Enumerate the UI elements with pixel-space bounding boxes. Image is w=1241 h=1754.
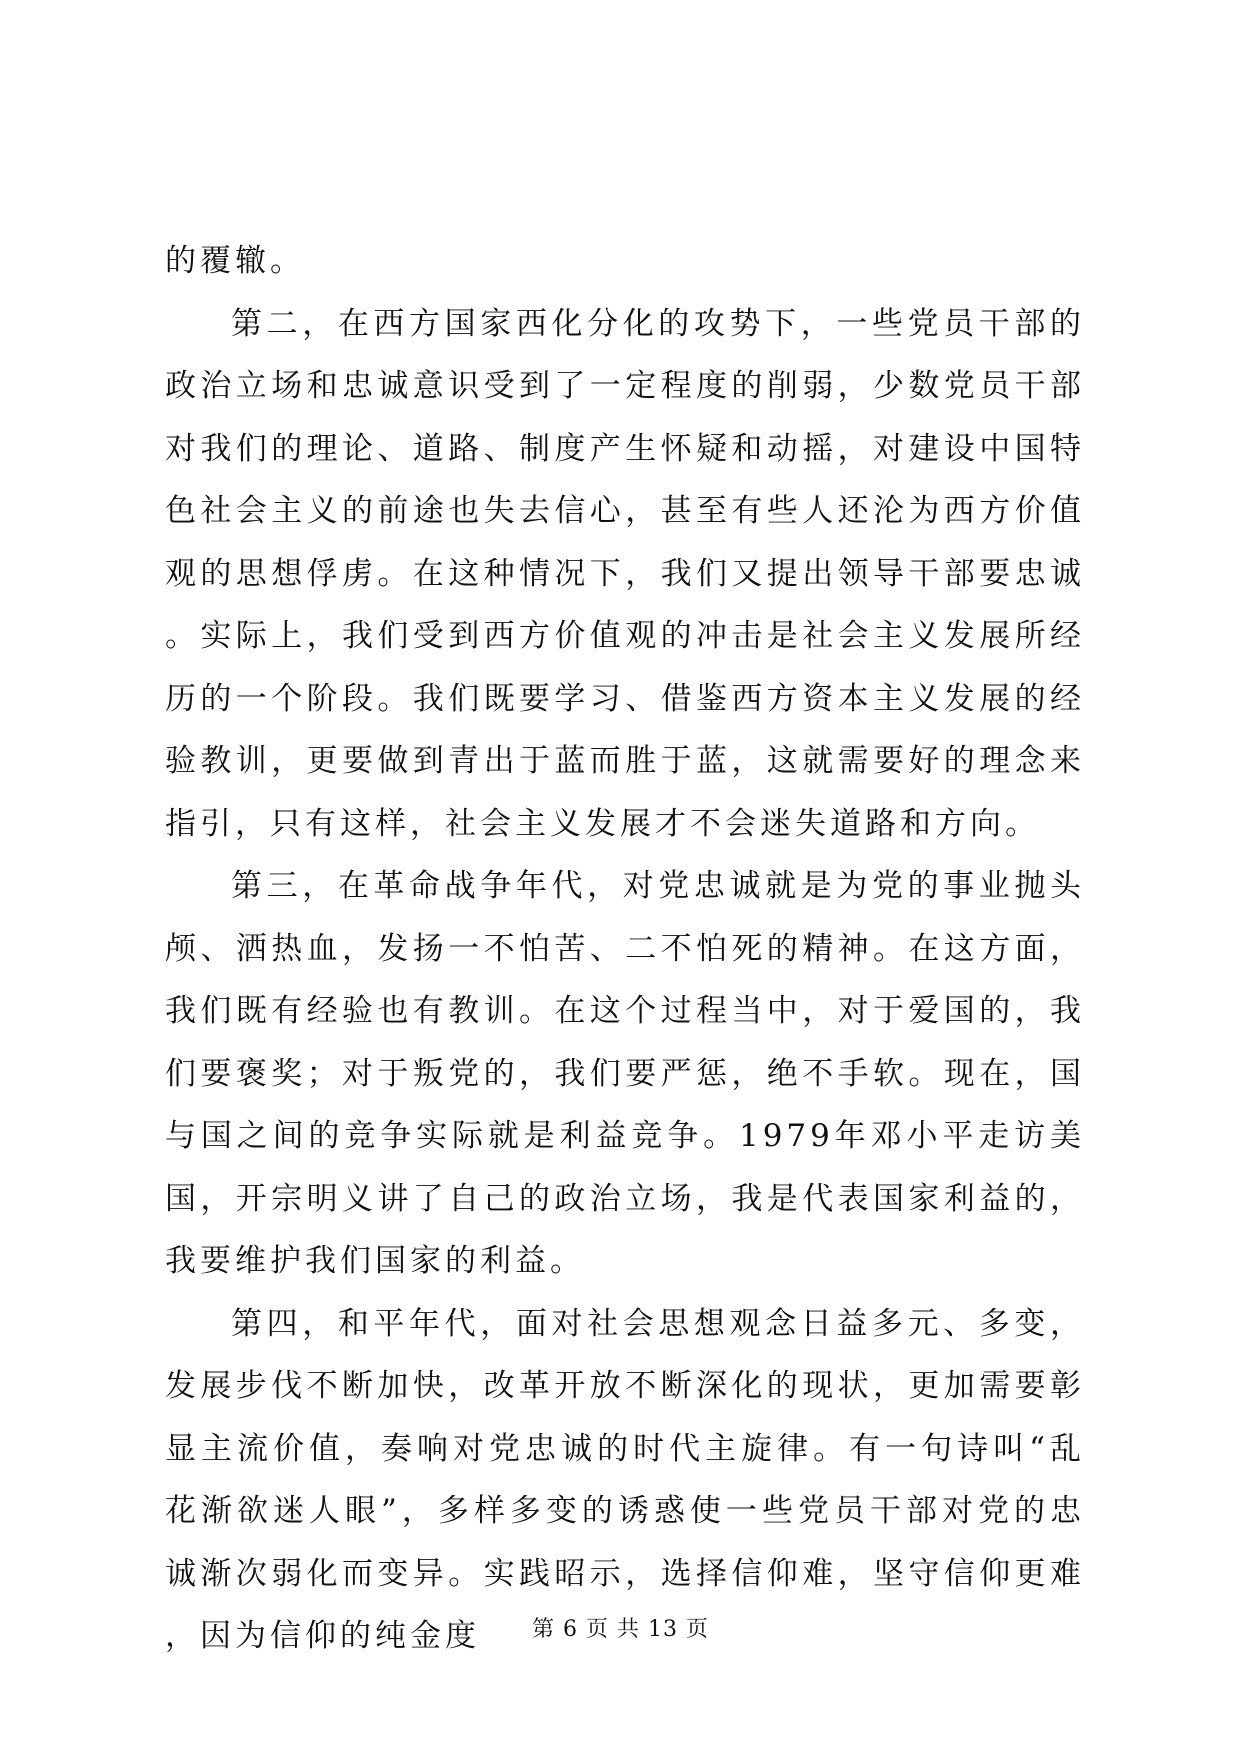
- paragraph-second-point: 第二，在西方国家西化分化的攻势下，一些党员干部的政治立场和忠诚意识受到了一定程度的削弱，少数党员干部对我们的理论、道路、制度产生怀疑和动摇，对建设中国特色社会主义的前途也失去信心，甚至有些人还沦为西方价值观的思想俘虏。在这种情况下，我们又提出领导干部要忠诚。实际上，我们受到西方价值观的冲击是社会主义发展所经历的一个阶段。我们既要学习、借鉴西方资本主义发展的经验教训，更要做到青出于蓝而胜于蓝，这就需要好的理念来指引，只有这样，社会主义发展才不会迷失道路和方向。: [165, 305, 1085, 842]
- paragraph-continuation: 的覆辙。: [165, 243, 305, 279]
- document-body: [165, 230, 1085, 1668]
- paragraph-third-point: 第三，在革命战争年代，对党忠诚就是为党的事业抛头颅、洒热血，发扬一不怕苦、二不怕死的精神。在这方面，我们既有经验也有教训。在这个过程当中，对于爱国的，我们要褒奖；对于叛党的，我们要严惩，绝不手软。现在，国与国之间的竞争实际就是利益竞争。1979年邓小平走访美国，开宗明义讲了自己的政治立场，我是代表国家利益的，我要维护我们国家的利益。: [165, 868, 1085, 1279]
- paragraph-fourth-point: 第四，和平年代，面对社会思想观念日益多元、多变，发展步伐不断加快，改革开放不断深化的现状，更加需要彰显主流价值，奏响对党忠诚的时代主旋律。有一句诗叫“乱花渐欲迷人眼”，多样多变的诱惑使一些党员干部对党的忠诚渐次弱化而变异。实践昭示，选择信仰难，坚守信仰更难，因为信仰的纯金度: [165, 1305, 1085, 1654]
- page-number-footer: 第 6 页 共 13 页: [532, 1617, 709, 1642]
